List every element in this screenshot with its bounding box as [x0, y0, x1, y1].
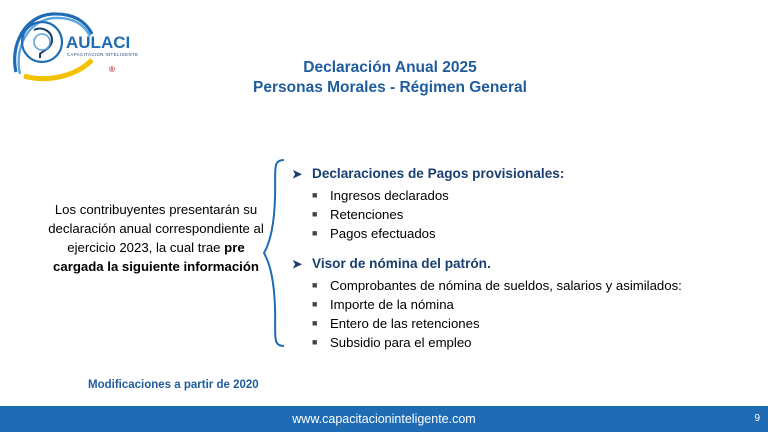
list-item [312, 314, 752, 333]
list-item-label: Entero de las retenciones [330, 316, 480, 331]
title-line-2: Personas Morales - Régimen General [253, 79, 527, 96]
list-item [312, 205, 752, 224]
square-bullet-icon: ■ [312, 337, 318, 347]
content-list [292, 165, 752, 352]
list-item-label: Ingresos declarados [330, 188, 449, 203]
square-bullet-icon: ■ [312, 318, 318, 328]
list-item [312, 224, 752, 243]
page-title [180, 58, 600, 98]
bottom-bar [0, 406, 768, 432]
square-bullet-icon: ■ [312, 190, 318, 200]
list-item-label: Pagos efectuados [330, 226, 436, 241]
footer-note: Modificaciones a partir de 2020 [88, 379, 259, 391]
website-url[interactable]: www.capacitacioninteligente.com [292, 412, 476, 426]
list-item-label: Subsidio para el empleo [330, 335, 472, 350]
list-item-label: Retenciones [330, 207, 404, 222]
square-bullet-icon: ■ [312, 209, 318, 219]
title-line-1: Declaración Anual 2025 [303, 59, 477, 76]
chevron-right-icon: ➤ [292, 257, 303, 271]
list-item-label: Importe de la nómina [330, 297, 454, 312]
square-bullet-icon: ■ [312, 280, 318, 290]
chevron-right-icon: ➤ [292, 167, 303, 181]
list-item [312, 276, 752, 295]
left-description-bold: pre cargada la siguiente información [53, 240, 259, 274]
list-item [312, 295, 752, 314]
curly-brace-icon [262, 158, 288, 348]
content-group-1 [292, 165, 752, 243]
list-item [312, 333, 752, 352]
square-bullet-icon: ■ [312, 299, 318, 309]
group-heading-label: Visor de nómina del patrón. [312, 256, 491, 271]
aulaci-logo [8, 6, 148, 82]
group-heading [292, 255, 752, 273]
list-item-label: Comprobantes de nómina de sueldos, salarios y asimilados: [330, 278, 682, 293]
group-spacer [292, 243, 752, 255]
group-heading-label: Declaraciones de Pagos provisionales: [312, 166, 565, 181]
content-group-2 [292, 255, 752, 352]
svg-text:AULACI: AULACI [66, 33, 131, 52]
list-item [312, 186, 752, 205]
page-number: 9 [754, 413, 760, 424]
svg-text:CAPACITACION INTELIGENTE: CAPACITACION INTELIGENTE [67, 52, 139, 57]
square-bullet-icon: ■ [312, 228, 318, 238]
left-description-text: Los contribuyentes presentarán su declaración anual correspondiente al ejercicio 2023, la cual trae [48, 202, 264, 255]
svg-text:®: ® [109, 65, 115, 74]
left-description [48, 200, 264, 276]
group-heading [292, 165, 752, 183]
